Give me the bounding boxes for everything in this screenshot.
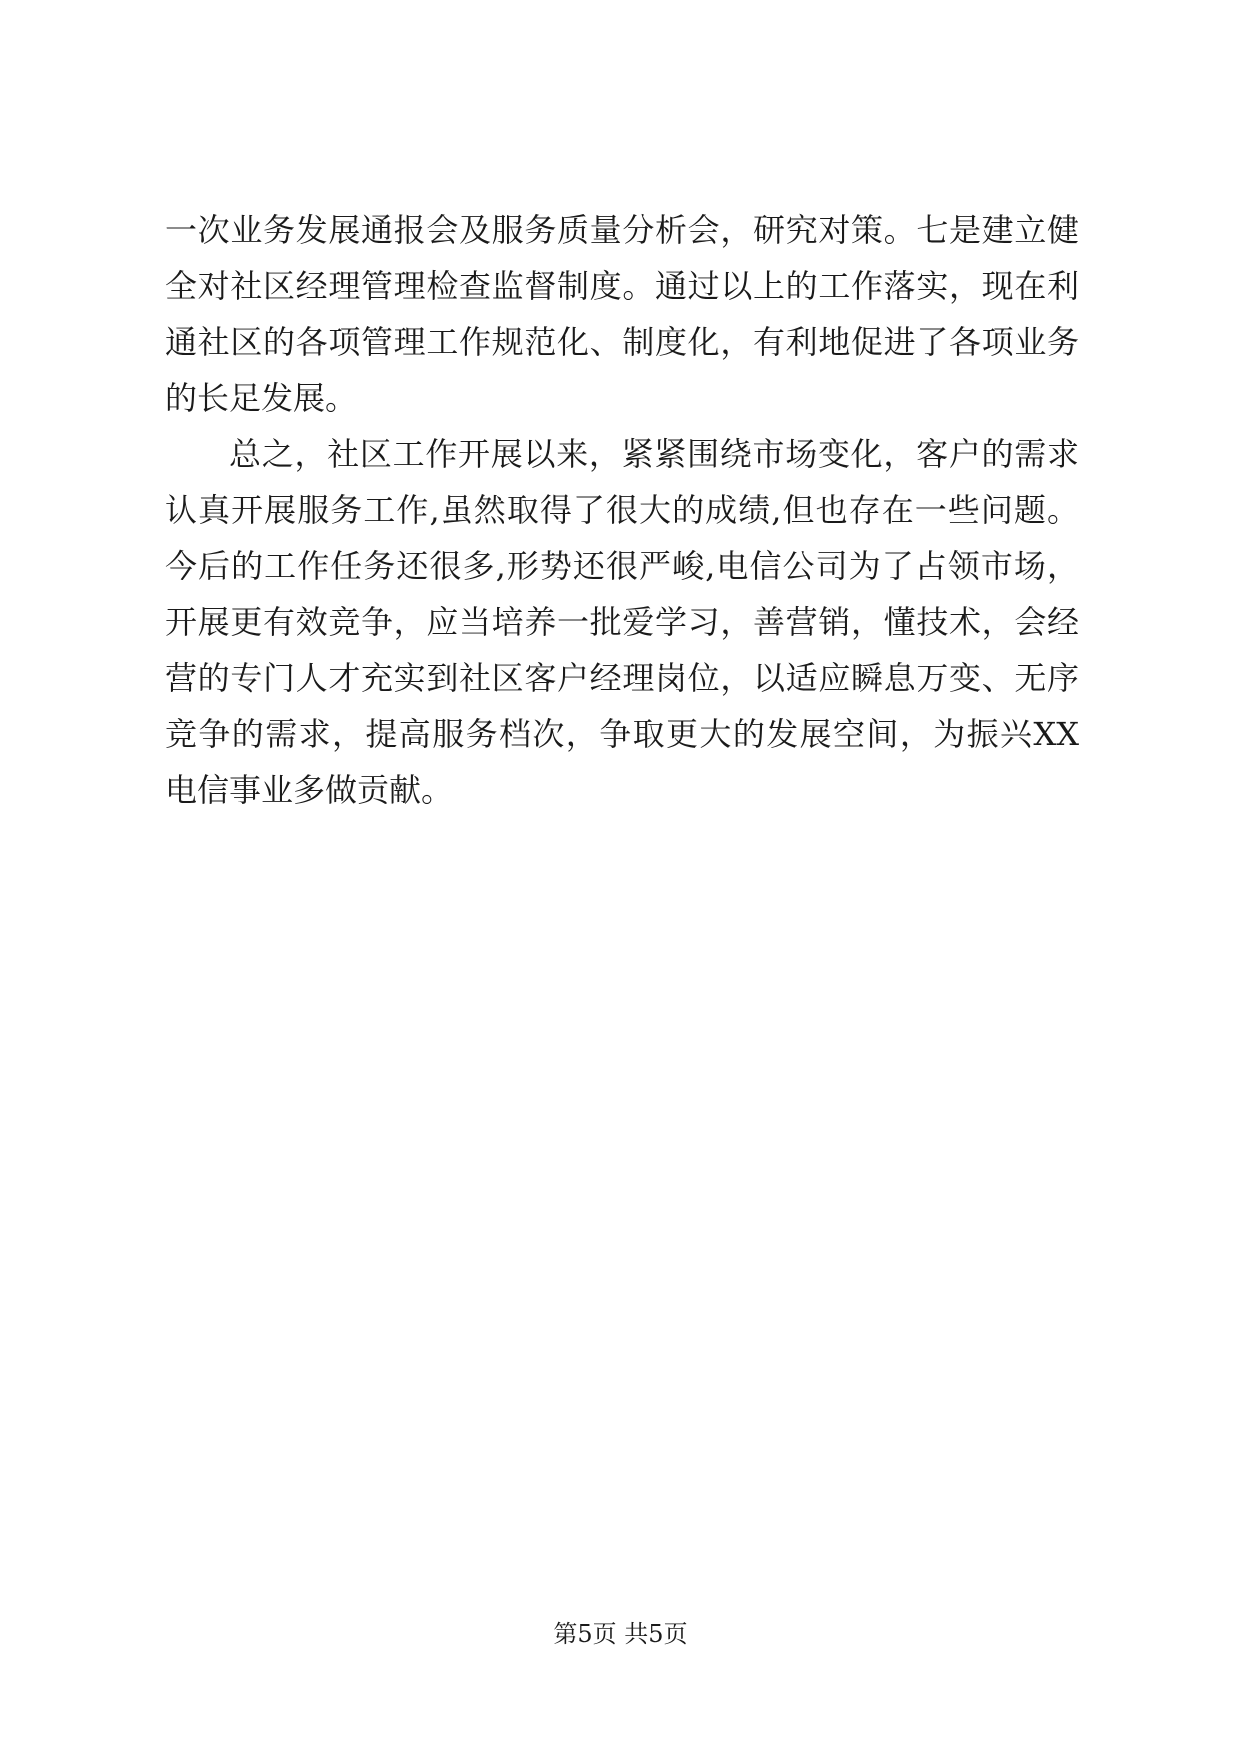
paragraph-2-line-5: 营的专门人才充实到社区客户经理岗位，以适应瞬息万变、无序 [165,659,1079,697]
paragraph-2-line-2: 认真开展服务工作,虽然取得了很大的成绩,但也存在一些问题。 [165,491,1079,529]
paragraph-2-line-1: 总之，社区工作开展以来，紧紧围绕市场变化，客户的需求 [229,435,1079,473]
paragraph-1-line-4: 的长足发展。 [165,379,358,417]
paragraph-2-line-6: 竞争的需求，提高服务档次，争取更大的发展空间，为振兴XX [165,715,1079,753]
paragraph-1-line-1: 一次业务发展通报会及服务质量分析会，研究对策。七是建立健 [165,211,1079,249]
paragraph-1-line-2: 全对社区经理管理检查监督制度。通过以上的工作落实，现在利 [165,267,1079,305]
paragraph-2-line-3: 今后的工作任务还很多,形势还很严峻,电信公司为了占领市场， [165,547,1079,585]
paragraph-2-line-4: 开展更有效竞争，应当培养一批爱学习，善营销，懂技术，会经 [165,603,1079,641]
page-number-footer: 第5页 共5页 [553,1620,688,1648]
paragraph-2-line-7: 电信事业多做贡献。 [165,771,454,809]
paragraph-1-line-3: 通社区的各项管理工作规范化、制度化，有利地促进了各项业务 [165,323,1079,361]
